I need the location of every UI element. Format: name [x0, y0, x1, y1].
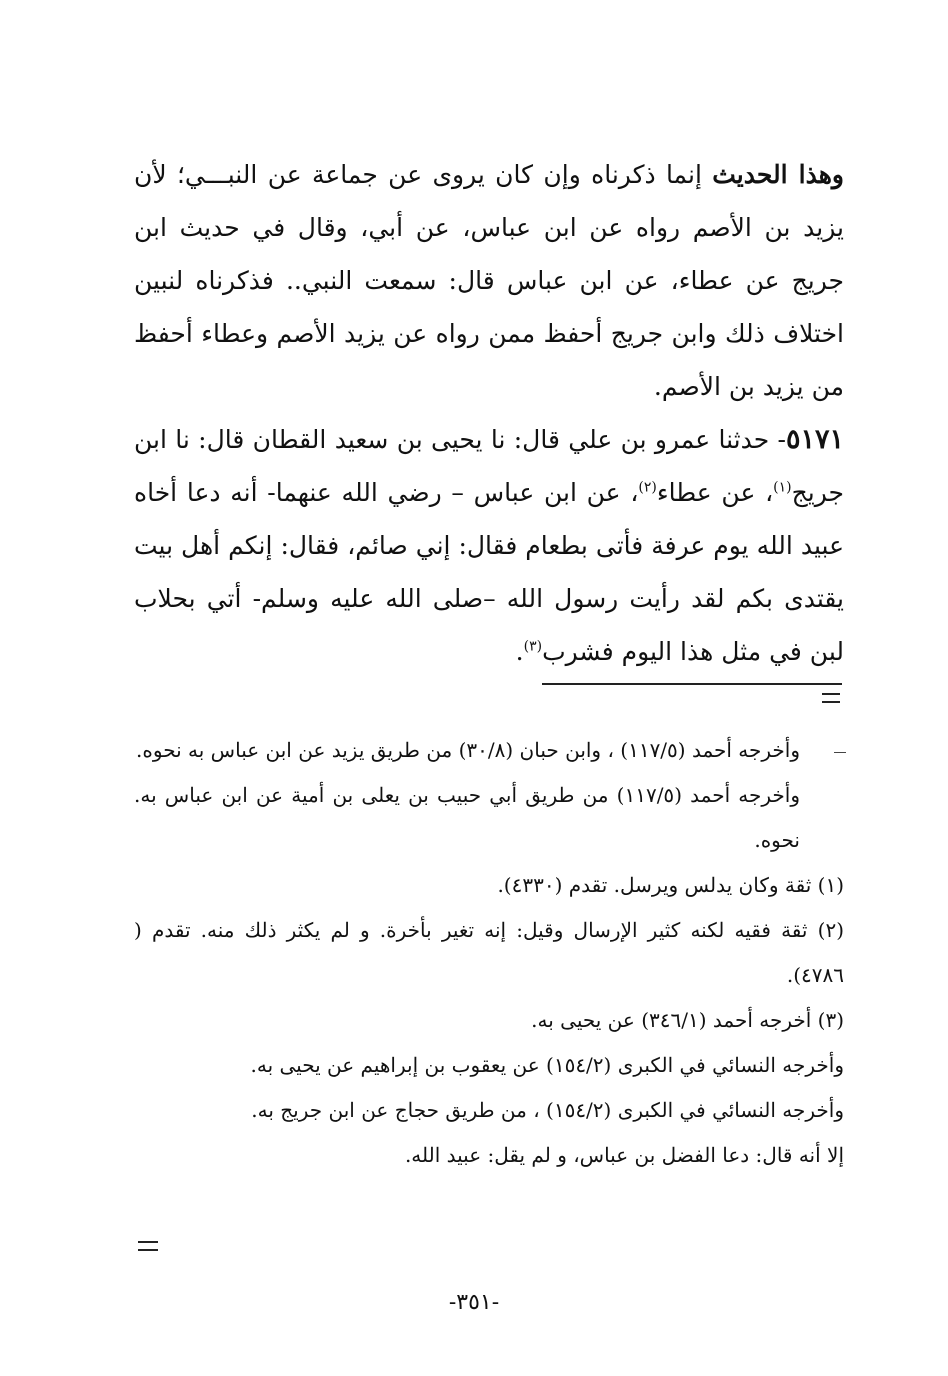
- footnote-1: (١) ثقة وكان يدلس ويرسل. تقدم (٤٣٣٠).: [497, 873, 844, 897]
- footnote-continuation-2: وأخرجه أحمد (١١٧/٥) من طريق أبي حبيب بن يعلى بن أمية عن ابن عباس به. نحوه.: [134, 783, 800, 852]
- hadith-number: ٥١٧١: [785, 424, 844, 455]
- footnote-mark-3: (٣): [523, 638, 543, 655]
- footnote-3-line-b: وأخرجه النسائي في الكبرى (١٥٤/٢) ، من طريق حجاج عن ابن جريج به.: [251, 1098, 844, 1122]
- footnote-2: (٢) ثقة فقيه لكنه كثير الإرسال وقيل: إنه تغير بأخرة. و لم يكثر ذلك منه. تقدم ( ٤٧٨٦).: [134, 918, 844, 987]
- commentary-text: إنما ذكرناه وإن كان يروى عن جماعة عن النبـــي؛ لأن يزيد بن الأصم رواه عن ابن عباس، عن أبي، وقال في حديث ابن جريج عن عطاء، عن ابن عباس قال: سمعت النبي.. فذكرناه لنبين اختلاف ذلك وابن جريج أحفظ ممن رواه عن يزيد الأصم وعطاء أحفظ من يزيد بن الأصم.: [134, 160, 844, 401]
- footnote-3-line-c: إلا أنه قال: دعا الفضل بن عباس، و لم يقل: عبيد الله.: [404, 1143, 844, 1167]
- footnote-continuation-1: وأخرجه أحمد (١١٧/٥) ، وابن حبان (٣٠/٨) من طريق يزيد عن ابن عباس به نحوه.: [136, 738, 800, 762]
- double-rule-bottom: [138, 1241, 158, 1251]
- hadith-paragraph: [134, 413, 844, 678]
- hadith-text-end: .: [515, 637, 524, 666]
- hadith-text-part1: - حدثنا عمرو بن علي قال: نا يحيى بن سعيد القطان قال: نا ابن جريج: [134, 425, 844, 507]
- footnote-separator: [542, 683, 842, 685]
- main-text: [134, 148, 844, 678]
- lead-phrase: وهذا الحديث: [712, 160, 844, 189]
- commentary-paragraph: [134, 148, 844, 413]
- hadith-text-part2: ، عن عطاء: [656, 478, 774, 507]
- page-number: -٣٥١-: [448, 1290, 500, 1315]
- footnote-mark-1: (١): [773, 479, 792, 496]
- double-rule-top: [822, 693, 840, 703]
- footnote-3-line-a: وأخرجه النسائي في الكبرى (١٥٤/٢) عن يعقوب بن إبراهيم عن يحيى به.: [250, 1053, 844, 1077]
- footnotes: [134, 728, 844, 1178]
- footnote-3: (٣) أخرجه أحمد (٣٤٦/١) عن يحيى به.: [531, 1008, 844, 1032]
- footnote-mark-2: (٢): [638, 479, 657, 496]
- hadith-text-part3: ، عن ابن عباس – رضي الله عنهما- أنه دعا أخاه عبيد الله يوم عرفة فأتى بطعام فقال: إني صائم، فقال: إنكم أهل بيت يقتدى بكم لقد رأيت رسول الله –صلى الله عليه وسلم- أتي بحلاب لبن في مثل هذا اليوم فشرب: [134, 478, 844, 666]
